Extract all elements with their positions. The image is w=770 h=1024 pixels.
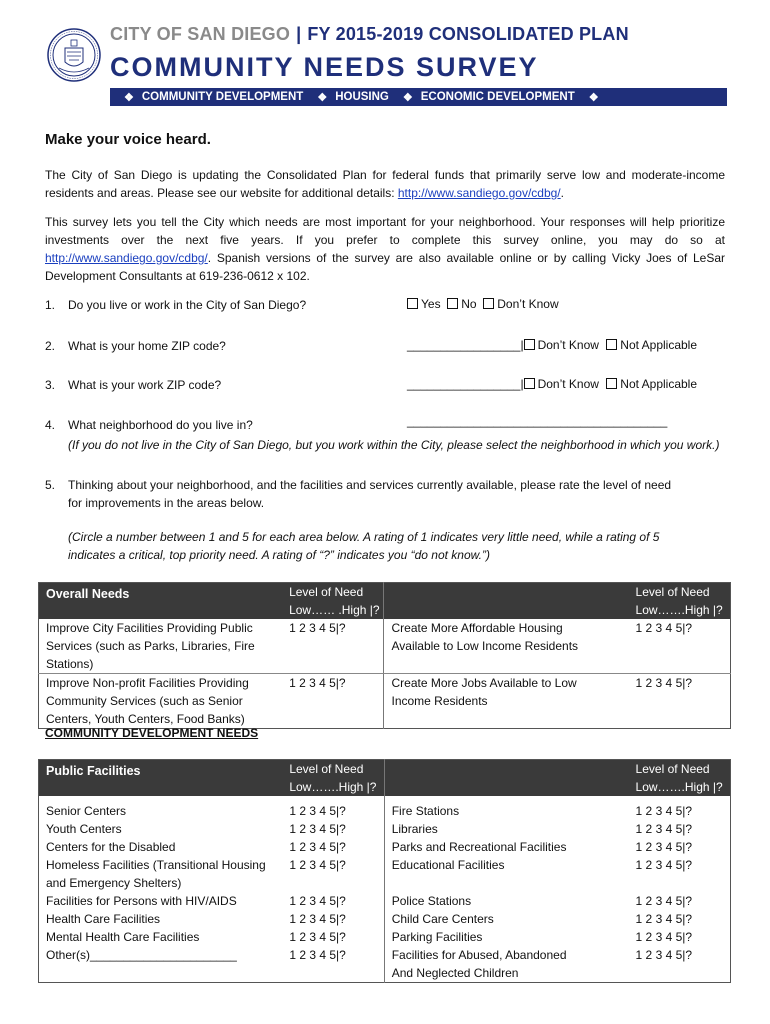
level-label: Level of Need [289,762,364,776]
table-row [39,892,731,910]
need-item [384,838,628,856]
table-row [39,928,731,946]
diamond-icon: ❖ [124,91,134,104]
need-line: and Emergency Shelters) [46,876,182,890]
need-line: Create More Jobs Available to Low [391,676,577,690]
need-item [384,820,628,838]
rating-scale[interactable]: 1 2 3 4 5|? [635,804,693,818]
need-item [384,796,628,820]
table-row [39,946,731,983]
rating-scale[interactable]: 1 2 3 4 5|? [635,858,693,872]
home-zip-field[interactable]: _________________| [407,338,524,352]
level-header [282,760,384,797]
rating-scale[interactable]: 1 2 3 4 5|? [635,948,693,962]
need-line: Parking Facilities [391,930,483,944]
rating-scale[interactable]: 1 2 3 4 5|? [635,930,693,944]
intro-heading: Make your voice heard. [45,131,211,148]
question-text: Thinking about your neighborhood, and the facilities and services currently available, please rate the level of need [68,478,672,492]
level-label: Level of Need [289,585,364,599]
need-line: Police Stations [391,894,472,908]
need-item [384,892,628,910]
table-row [39,674,731,729]
scale-label: Low…….High |? [635,603,723,617]
table-row [39,838,731,856]
dont-know-label: Don’t Know [537,338,599,352]
intro-paragraph-2 [45,213,725,285]
need-line: Educational Facilities [391,858,505,872]
rating-scale[interactable]: 1 2 3 4 5|? [289,840,346,854]
need-line: Mental Health Care Facilities [46,930,200,944]
need-item [384,619,629,674]
scale-label: Low…….High |? [635,780,723,794]
need-line: Facilities for Persons with HIV/AIDS [46,894,237,908]
public-facilities-table [38,759,731,983]
rating-scale[interactable]: 1 2 3 4 5|? [289,822,346,836]
question-5-note-2: indicates a critical, top priority need. A rating of “?” indicates you “do not know.”) [68,548,490,562]
need-item [384,928,628,946]
need-line: Centers for the Disabled [46,840,176,854]
need-line: Create More Affordable Housing [391,621,563,635]
need-item [384,946,628,983]
need-item [39,796,283,820]
dont-know-checkbox[interactable] [524,378,535,389]
rating-scale[interactable]: 1 2 3 4 5|? [289,804,346,818]
dont-know-checkbox[interactable] [483,298,494,309]
table-header-row [39,760,731,797]
cdbg-link-1[interactable]: http://www.sandiego.gov/cdbg/ [397,186,561,200]
need-item [384,674,629,729]
cdbg-link-2[interactable]: http://www.sandiego.gov/cdbg/ [45,251,208,265]
question-text: Do you live or work in the City of San Diego? [68,298,307,312]
scale-label: Low…….High |? [289,780,377,794]
question-number: 1. [45,298,56,312]
work-zip-field[interactable]: _________________| [407,377,524,391]
diamond-icon: ❖ [402,91,413,104]
category-bar [110,88,727,106]
question-5 [45,476,671,494]
intro-p2-end: . Spanish versions of the survey are also available online or by calling Vicky Joes of LeSar Development Consultants at 619-236-0612 x 102. [45,251,725,283]
level-header [629,583,731,620]
need-item [39,674,283,729]
right-header-spacer [384,760,628,797]
intro-p1-text: The City of San Diego is updating the Consolidated Plan for federal funds that primarily serve low and moderate-income residents and areas. Please see our website for additional details: [45,168,725,200]
nav-housing: HOUSING [335,91,389,103]
no-checkbox[interactable] [447,298,458,309]
right-header-spacer [384,583,629,620]
need-item [39,619,283,674]
level-header [629,760,731,797]
question-number: 3. [45,378,56,392]
rating-scale[interactable]: 1 2 3 4 5|? [289,676,346,690]
question-3 [45,376,221,394]
q1-options [407,297,559,311]
need-line: Fire Stations [391,804,460,818]
need-line: Stations) [46,657,94,671]
intro-paragraph-1 [45,166,725,202]
table-title: Overall Needs [39,583,283,620]
not-applicable-checkbox[interactable] [606,378,617,389]
overall-needs-table [38,582,731,729]
table-row [39,856,731,892]
need-line: Community Services (such as Senior [46,694,243,708]
need-line: Libraries [391,822,438,836]
nav-economic-development: ECONOMIC DEVELOPMENT [420,91,575,103]
question-number: 5. [45,478,56,492]
not-applicable-checkbox[interactable] [606,339,617,350]
header-city-plan [110,24,629,45]
dont-know-label: Don’t Know [497,297,559,311]
neighborhood-field[interactable]: _______________________________________ [407,414,668,428]
not-applicable-label: Not Applicable [620,377,698,391]
need-line: Homeless Facilities (Transitional Housing [46,858,266,872]
survey-title: COMMUNITY NEEDS SURVEY [110,52,539,82]
table-row [39,796,731,820]
dont-know-checkbox[interactable] [524,339,535,350]
rating-scale[interactable]: 1 2 3 4 5|? [635,894,693,908]
rating-scale[interactable]: 1 2 3 4 5|? [629,619,731,674]
need-line: Centers, Youth Centers, Food Banks) [46,712,245,726]
plan-name: FY 2015-2019 CONSOLIDATED PLAN [307,24,629,44]
need-line: Senior Centers [46,804,127,818]
need-line: Improve Non-profit Facilities Providing [46,676,249,690]
no-label: No [461,297,477,311]
table-row [39,820,731,838]
need-line: Services (such as Parks, Libraries, Fire [46,639,255,653]
table-header-row [39,583,731,620]
need-line: Facilities for Abused, Abandoned [391,948,567,962]
question-text: What neighborhood do you live in? [68,418,253,432]
question-4 [45,416,253,434]
question-1 [45,296,306,314]
need-line: Health Care Facilities [46,912,161,926]
rating-scale[interactable]: 1 2 3 4 5|? [282,619,384,674]
need-item [39,928,283,946]
rating-scale[interactable]: 1 2 3 4 5|? [635,912,693,926]
rating-scale[interactable]: 1 2 3 4 5|? [635,822,693,836]
city-name: CITY OF SAN DIEGO [110,24,291,44]
city-seal-logo [47,28,101,82]
intro-p1-end: . [560,186,564,200]
need-line: Available to Low Income Residents [391,639,579,653]
need-item [384,910,628,928]
question-5-note-1: (Circle a number between 1 and 5 for each area below. A rating of 1 indicates very little need, while a rating of 5 [68,530,660,544]
rating-scale[interactable]: 1 2 3 4 5|? [289,894,346,908]
not-applicable-label: Not Applicable [620,338,698,352]
q3-answer [407,377,697,391]
yes-label: Yes [421,297,441,311]
diamond-icon: ❖ [317,91,328,104]
question-number: 4. [45,418,56,432]
level-label: Level of Need [635,762,710,776]
need-line: Parks and Recreational Facilities [391,840,567,854]
scale-label: Low…… .High |? [289,603,380,617]
question-4-note: (If you do not live in the City of San Diego, but you work within the City, please select the neighborhood in which you work.) [68,438,720,452]
need-line: Other(s)______________________ [46,948,237,962]
need-item [39,820,283,838]
header-separator: | [296,24,302,44]
intro-p2-text: This survey lets you tell the City which needs are most important for your neighborhood. Your responses will help prioritize investments over the next five years. If you prefer to complete this survey online, you may do so at [45,215,725,247]
need-line: Improve City Facilities Providing Public [46,621,253,635]
table-row [39,619,731,674]
rating-scale[interactable]: 1 2 3 4 5|? [635,676,693,690]
need-line: Child Care Centers [391,912,494,926]
need-item [39,892,283,910]
need-item [39,856,283,892]
need-line: Income Residents [391,694,488,708]
dont-know-label: Don’t Know [537,377,599,391]
question-text: What is your home ZIP code? [68,339,226,353]
need-item [384,856,628,892]
table-row [39,910,731,928]
diamond-icon: ❖ [588,91,599,104]
question-text: What is your work ZIP code? [68,378,222,392]
need-item [39,838,283,856]
rating-scale[interactable]: 1 2 3 4 5|? [289,930,346,944]
q2-answer [407,338,697,352]
need-item [39,910,283,928]
need-line: And Neglected Children [391,966,519,980]
question-2 [45,337,226,355]
need-line: Youth Centers [46,822,122,836]
yes-checkbox[interactable] [407,298,418,309]
need-item [39,946,283,983]
level-header [282,583,384,620]
rating-scale[interactable]: 1 2 3 4 5|? [289,858,346,872]
table-title: Public Facilities [39,760,283,797]
question-5-line2: for improvements in the areas below. [68,496,265,510]
question-number: 2. [45,339,56,353]
nav-community-development: COMMUNITY DEVELOPMENT [141,91,304,103]
rating-scale[interactable]: 1 2 3 4 5|? [289,912,346,926]
rating-scale[interactable]: 1 2 3 4 5|? [289,948,346,962]
rating-scale[interactable]: 1 2 3 4 5|? [635,840,693,854]
section-heading: COMMUNITY DEVELOPMENT NEEDS [45,726,259,740]
level-label: Level of Need [635,585,710,599]
